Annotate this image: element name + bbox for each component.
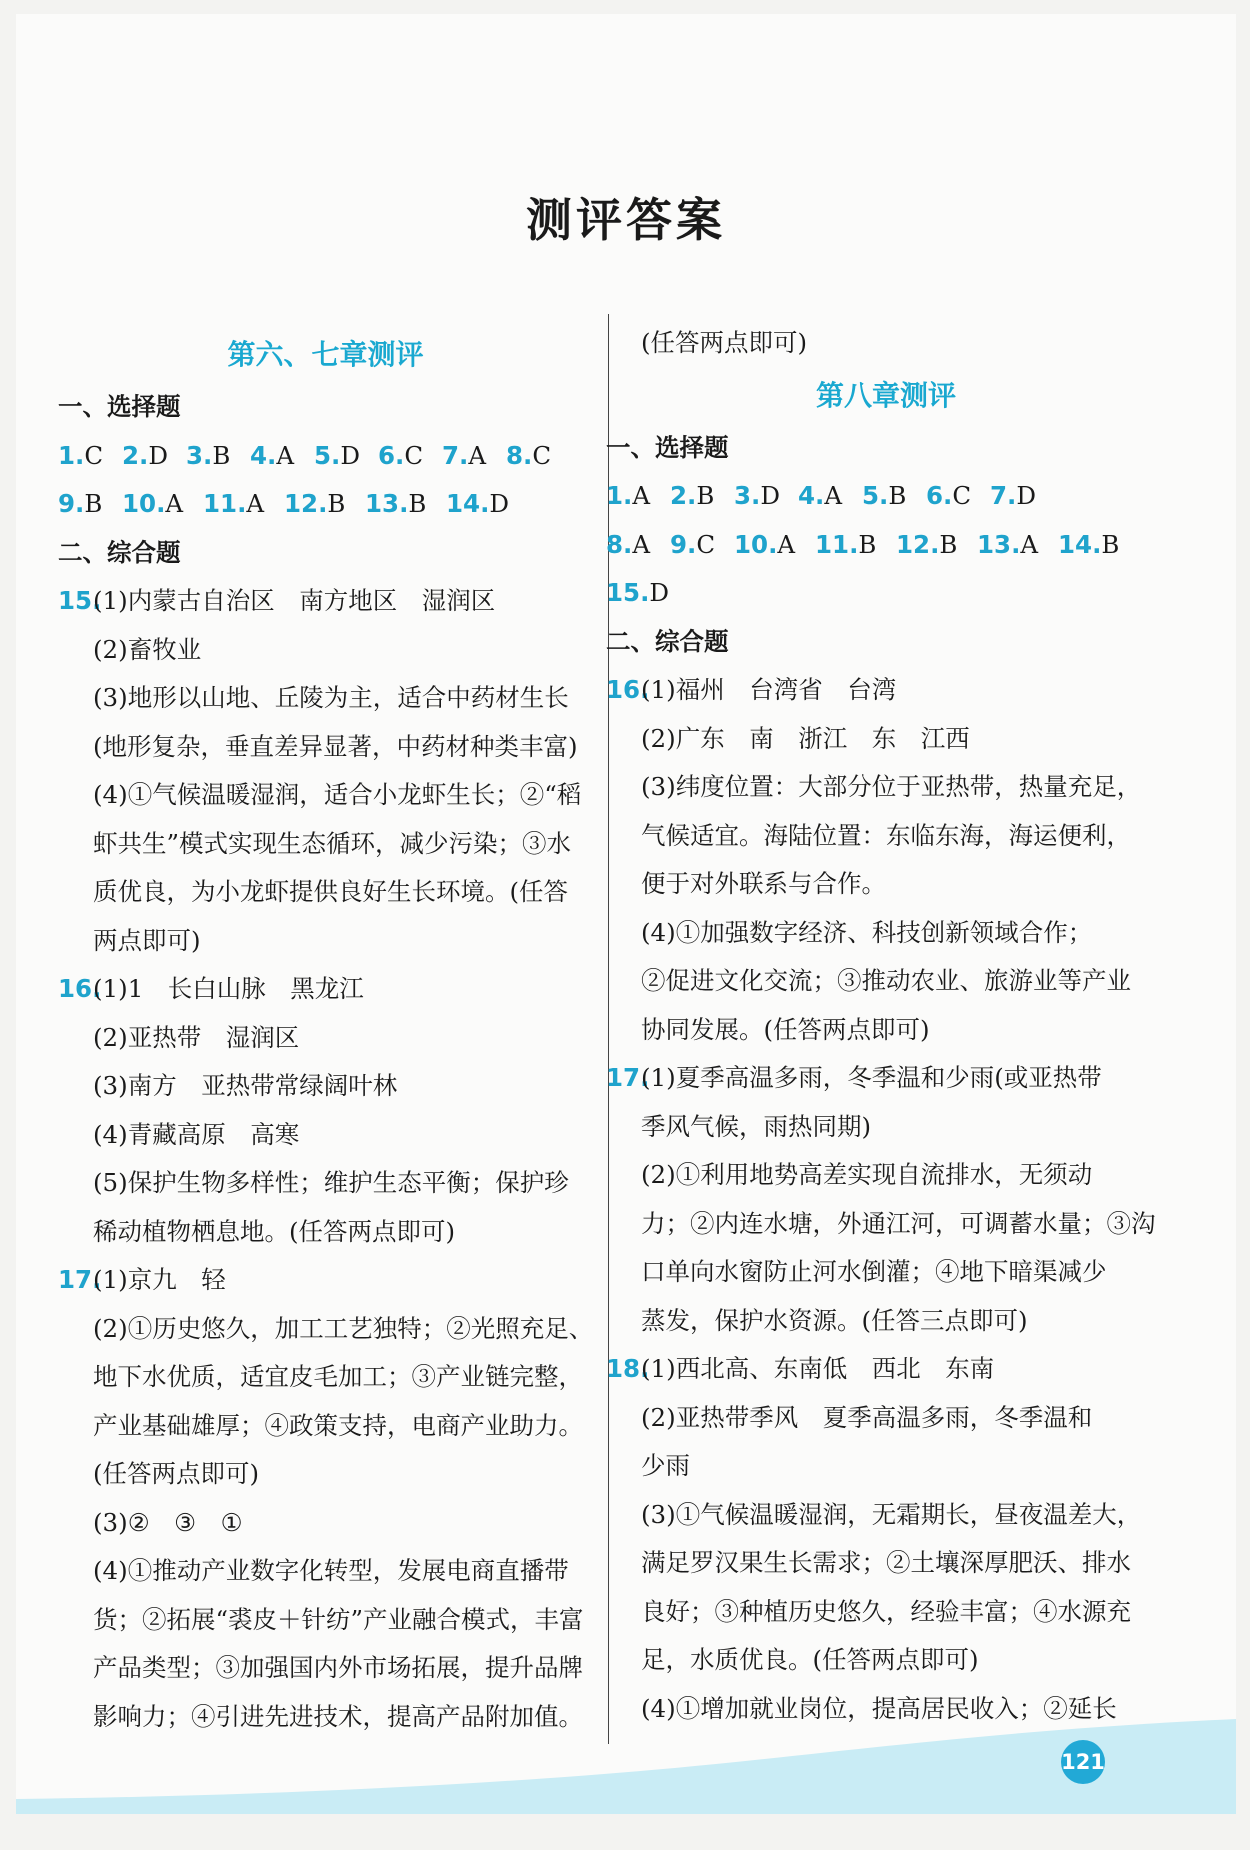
answer-letter: B (84, 489, 103, 518)
answer-text: 两点即可) (93, 925, 201, 955)
mc-answer (365, 480, 446, 529)
answer-letter: B (696, 481, 715, 510)
answer-text: 产业基础雄厚；④政策支持，电商产业助力。 (93, 1410, 583, 1440)
answer-text: (4)①推动产业数字化转型，发展电商直播带 (93, 1556, 569, 1585)
answer-text: 足，水质优良。(任答两点即可) (641, 1645, 979, 1674)
answer-line (58, 965, 593, 1014)
answer-letter: C (952, 481, 972, 510)
answer-letter: D (489, 489, 510, 518)
answer-line (606, 1539, 1166, 1588)
question-number: 13. (977, 529, 1021, 559)
question-number: 12. (284, 489, 328, 518)
answer-line (606, 1054, 1166, 1103)
mc-answer (798, 472, 862, 521)
answer-line (58, 1644, 593, 1693)
question-number: 14. (446, 489, 490, 518)
answer-line (606, 1636, 1166, 1685)
answer-text: 良好；③种植历史悠久，经验丰富；④水源充 (641, 1596, 1131, 1626)
answer-line (606, 1442, 1166, 1491)
answer-line (58, 577, 593, 626)
answer-text: (地形复杂，垂直差异显著，中药材种类丰富) (93, 731, 578, 761)
answer-line (606, 1248, 1166, 1297)
answer-text: 少雨 (641, 1451, 690, 1480)
mc-answer (977, 521, 1058, 570)
answer-line (58, 1256, 593, 1305)
answer-letter: A (1020, 529, 1039, 559)
answer-letter: D (340, 440, 361, 470)
answer-letter: B (858, 529, 877, 559)
question-number: 15. (606, 578, 650, 607)
question-number: 10. (122, 489, 166, 518)
answer-line: (任答两点即可) (641, 328, 808, 357)
answer-line (58, 1062, 593, 1111)
answer-line (58, 1596, 593, 1645)
question-number: 13. (365, 489, 409, 518)
answer-line (606, 860, 1166, 909)
answer-line (606, 1394, 1166, 1443)
answer-text: (2)①历史悠久，加工工艺独特；②光照充足、 (93, 1313, 594, 1343)
answer-line (58, 1111, 593, 1160)
answer-letter: D (148, 440, 169, 470)
question-number: 10. (734, 529, 778, 559)
question-number: 1. (58, 440, 85, 470)
answer-lines (58, 577, 593, 1741)
answer-line (58, 1402, 593, 1451)
mc-answer (58, 432, 122, 481)
answer-line (58, 1450, 593, 1499)
answer-text: (2)亚热带季风 夏季高温多雨，冬季温和 (641, 1402, 1093, 1432)
answer-letter: B (327, 489, 346, 518)
mc-row (58, 432, 593, 481)
answer-letter: B (212, 440, 231, 470)
mc-answer (1058, 521, 1139, 570)
mc-answer (670, 472, 734, 521)
left-column (58, 327, 593, 1741)
mc-answer (990, 472, 1054, 521)
answer-text: (2)广东 南 浙江 东 江西 (641, 723, 970, 753)
answer-letter: C (696, 529, 716, 559)
answer-letter: A (632, 529, 651, 559)
answer-line (58, 1353, 593, 1402)
right-column (606, 319, 1166, 1733)
question-number: 9. (670, 529, 697, 559)
answer-text: 稀动植物栖息地。(任答两点即可) (93, 1216, 456, 1246)
answer-text: (4)①气候温暖湿润，适合小龙虾生长；②“稻 (93, 780, 582, 809)
question-number: 11. (203, 489, 247, 518)
answer-letter: A (165, 489, 184, 518)
answer-letter: B (408, 489, 427, 518)
question-number: 9. (58, 489, 85, 518)
question-number: 2. (122, 440, 149, 470)
answer-text: (2)亚热带 湿润区 (93, 1022, 300, 1052)
answer-line (58, 1159, 593, 1208)
question-number: 2. (670, 481, 697, 510)
question-number: 11. (815, 529, 859, 559)
question-number: 16. (606, 675, 650, 704)
answer-letter: D (760, 481, 781, 510)
mc-answer (734, 472, 798, 521)
mc-answer (606, 569, 687, 618)
answer-line (606, 666, 1166, 715)
question-number: 3. (186, 440, 213, 470)
question-number: 4. (798, 481, 825, 510)
answer-line (606, 1297, 1166, 1346)
question-number: 6. (378, 440, 405, 470)
answer-text: 地下水优质，适宜皮毛加工；③产业链完整， (93, 1362, 583, 1391)
answer-letter: B (888, 481, 907, 510)
answer-text: (3)南方 亚热带常绿阔叶林 (93, 1071, 398, 1100)
answer-text: 便于对外联系与合作。 (641, 869, 886, 898)
answer-text: (1)西北高、东南低 西北 东南 (641, 1354, 995, 1383)
answer-text: (4)①增加就业岗位，提高居民收入；②延长 (641, 1693, 1117, 1723)
question-number: 16. (58, 974, 102, 1003)
question-number: 15. (58, 586, 102, 615)
answer-letter: A (632, 481, 651, 510)
answer-line (606, 1588, 1166, 1637)
answer-text: (1)福州 台湾省 台湾 (641, 675, 897, 704)
answer-line (606, 1491, 1166, 1540)
answer-line (58, 771, 593, 820)
mc-answer (250, 432, 314, 481)
answer-text: (1)京九 轻 (93, 1265, 226, 1294)
mc-answer (506, 432, 570, 481)
answer-text: 季风气候，雨热同期) (641, 1111, 872, 1141)
answer-text: (2)①利用地势高差实现自流排水，无须动 (641, 1160, 1093, 1189)
mc-answer (734, 521, 815, 570)
answer-text: (4)①加强数字经济、科技创新领域合作； (641, 917, 1093, 947)
question-number: 12. (896, 529, 940, 559)
chapter-heading-8: 第八章测评 (815, 378, 956, 412)
question-number: 5. (862, 481, 889, 510)
answer-letter: C (404, 440, 424, 470)
mc-answer (670, 521, 734, 570)
mc-answer (284, 480, 365, 529)
answer-text: (1)1 长白山脉 黑龙江 (93, 974, 364, 1003)
answer-letter: B (939, 529, 958, 559)
answer-line (606, 909, 1166, 958)
answer-text: (4)青藏高原 高寒 (93, 1119, 300, 1149)
mc-answer (606, 472, 670, 521)
answer-text: (3)地形以山地、丘陵为主，适合中药材生长 (93, 683, 569, 712)
answer-text: 力；②内连水塘，外通江河，可调蓄水量；③沟 (641, 1208, 1156, 1238)
answer-line (58, 1208, 593, 1257)
comprehensive-section-heading: 二、综合题 (58, 537, 181, 567)
mc-answer (446, 480, 527, 529)
mc-answer (926, 472, 990, 521)
answer-letter: A (246, 489, 265, 518)
question-number: 6. (926, 481, 953, 510)
page-number-badge: 121 (1061, 1740, 1105, 1784)
question-number: 4. (250, 440, 277, 470)
mc-section-heading: 一、选择题 (606, 432, 729, 462)
answer-text: (3)纬度位置：大部分位于亚热带，热量充足， (641, 772, 1142, 801)
question-number: 18. (606, 1354, 650, 1383)
answer-text: 货；②拓展“裘皮＋针纺”产业融合模式，丰富 (93, 1604, 584, 1634)
answer-line (606, 1345, 1166, 1394)
mc-row (606, 472, 1166, 521)
answer-text: 产品类型；③加强国内外市场拓展，提升品牌 (93, 1653, 583, 1682)
answer-line (606, 957, 1166, 1006)
answer-letter: C (532, 440, 552, 470)
answer-text: (3)①气候温暖湿润，无霜期长，昼夜温差大， (641, 1499, 1142, 1529)
mc-row (606, 569, 1166, 618)
answer-text: 口单向水窗防止河水倒灌；④地下暗渠减少 (641, 1257, 1107, 1286)
answer-text: 虾共生”模式实现生态循环，减少污染；③水 (93, 828, 572, 858)
answer-text: (任答两点即可) (93, 1459, 260, 1488)
answer-line (58, 626, 593, 675)
mc-answer (896, 521, 977, 570)
question-number: 5. (314, 440, 341, 470)
mc-answer (606, 521, 670, 570)
answer-line (606, 1103, 1166, 1152)
mc-section-heading: 一、选择题 (58, 392, 181, 421)
mc-answer (314, 432, 378, 481)
answer-letter: B (1101, 529, 1120, 559)
answer-letter: A (468, 440, 487, 470)
answer-text: 影响力；④引进先进技术，提高产品附加值。 (93, 1701, 583, 1731)
answer-letter: A (276, 440, 295, 470)
chapter-heading-6-7: 第六、七章测评 (227, 338, 424, 371)
answer-text: (3)② ③ ① (93, 1507, 243, 1537)
question-number: 14. (1058, 529, 1102, 559)
answer-text: 蒸发，保护水资源。(任答三点即可) (641, 1305, 1028, 1335)
answer-line (606, 1151, 1166, 1200)
question-number: 17. (58, 1265, 102, 1294)
question-number: 7. (442, 440, 469, 470)
answer-line (606, 1200, 1166, 1249)
question-number: 17. (606, 1063, 650, 1092)
question-number: 8. (506, 440, 533, 470)
mc-answer (378, 432, 442, 481)
page-title: 测评答案 (526, 193, 726, 247)
mc-answer (122, 432, 186, 481)
mc-answer (58, 480, 122, 529)
mc-row (606, 521, 1166, 570)
mc-answer (442, 432, 506, 481)
mc-answer (815, 521, 896, 570)
answer-line (606, 812, 1166, 861)
answer-line (58, 1305, 593, 1354)
answer-text: 质优良，为小龙虾提供良好生长环境。(任答 (93, 877, 569, 906)
answer-line (58, 868, 593, 917)
mc-answer (862, 472, 926, 521)
answer-text: ②促进文化交流；③推动农业、旅游业等产业 (641, 966, 1131, 995)
answer-line (58, 1499, 593, 1548)
answer-text: (1)夏季高温多雨，冬季温和少雨(或亚热带 (641, 1063, 1102, 1092)
answer-line (58, 820, 593, 869)
answer-letter: D (649, 578, 670, 607)
answer-line (58, 723, 593, 772)
comprehensive-section-heading: 二、综合题 (606, 626, 729, 656)
question-number: 3. (734, 481, 761, 510)
answer-text: 满足罗汉果生长需求；②土壤深厚肥沃、排水 (641, 1548, 1131, 1577)
mc-answer (122, 480, 203, 529)
answer-line (58, 1547, 593, 1596)
answer-page (16, 14, 1236, 1814)
answer-line (58, 1014, 593, 1063)
question-number: 1. (606, 481, 633, 510)
answer-text: (1)内蒙古自治区 南方地区 湿润区 (93, 586, 496, 615)
question-number: 7. (990, 481, 1017, 510)
mc-answer (203, 480, 284, 529)
answer-line (606, 1006, 1166, 1055)
answer-letter: C (84, 440, 104, 470)
answer-text: (5)保护生物多样性；维护生态平衡；保护珍 (93, 1168, 569, 1197)
answer-letter: D (1016, 481, 1037, 510)
answer-letter: A (824, 481, 843, 510)
answer-text: (2)畜牧业 (93, 634, 202, 664)
question-number: 8. (606, 529, 633, 559)
answer-line (606, 763, 1166, 812)
answer-line (58, 674, 593, 723)
footer-wave (16, 1701, 1236, 1814)
answer-line (606, 715, 1166, 764)
answer-letter: A (777, 529, 796, 559)
answer-text: 协同发展。(任答两点即可) (641, 1014, 930, 1044)
mc-answer (186, 432, 250, 481)
answer-lines (606, 666, 1166, 1733)
answer-text: 气候适宜。海陆位置：东临东海，海运便利， (641, 820, 1131, 850)
mc-row (58, 480, 593, 529)
answer-line (58, 917, 593, 966)
